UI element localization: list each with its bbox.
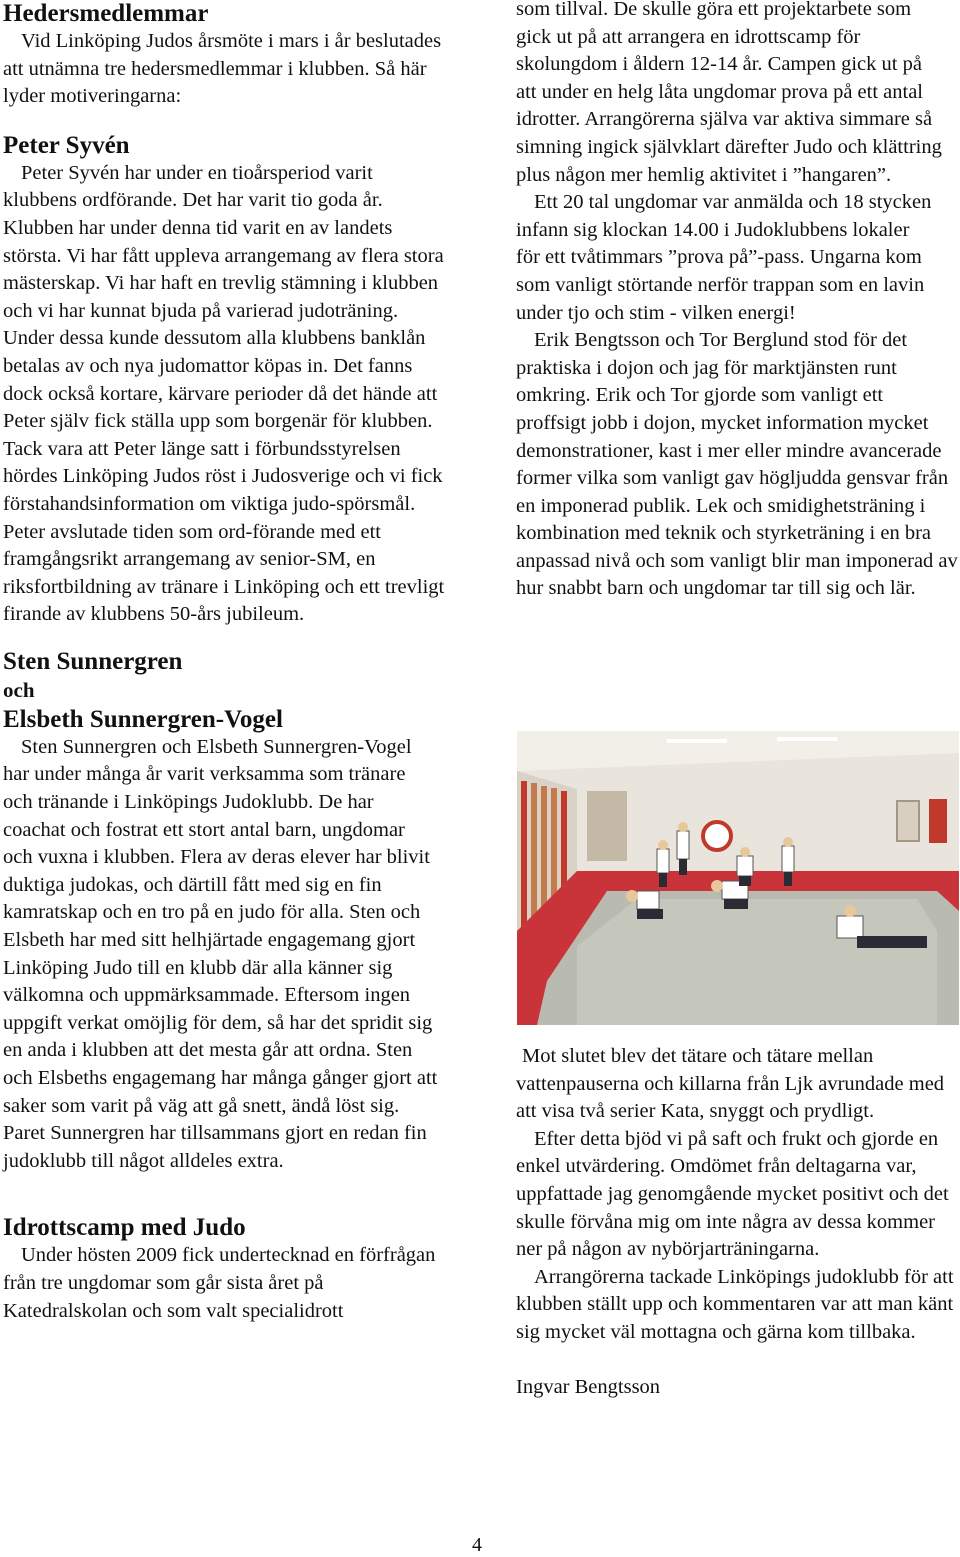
heading-hedersmedlemmar: Hedersmedlemmar	[3, 0, 209, 27]
heading-idrottscamp: Idrottscamp med Judo	[3, 1214, 246, 1242]
right-column-lower	[516, 1043, 958, 1401]
heading-sten-sunnergren: Sten Sunnergren	[3, 647, 183, 675]
dojo-photo	[517, 731, 959, 1025]
camp-paragraph-6: Arrangörerna tackade Linköpings judoklubb för att klubben ställt upp och kommentaren var att man känt sig mycket väl mottagna och gärna kom tillbaka.	[516, 1265, 954, 1343]
page-number: 4	[472, 1534, 482, 1556]
heading-och: och	[3, 677, 35, 702]
idrottscamp-paragraph: Under hösten 2009 fick undertecknad en förfrågan från tre ungdomar som går sista året på Katedralskolan och som valt specialidrott	[3, 1244, 436, 1322]
heading-elsbeth-sunnergren-vogel: Elsbeth Sunnergren-Vogel	[3, 705, 283, 733]
left-column	[3, 0, 459, 1325]
sunnergren-paragraph: Sten Sunnergren och Elsbeth Sunnergren-Vogel har under många år varit verksamma som tränare och tränande i Linköpings Judoklubb. De har coachat och fostrat ett stort antal barn, ungdomar och vuxna i klubben. Flera av deras elever har blivit duktiga judokas, och därtill fått med sig en fin kamratskap och en tro på en judo för alla. Sten och Elsbeth har med sitt helhjärtade engagemang gjort Linköping Judo till en klubb där alla känner sig välkomna och uppmärksammade. Eftersom ingen uppgift verkat omöjlig för dem, så har det spridit sig en anda i klubben att det mesta går att ordna. Sten och Elsbeths engagemang har många gånger gjort att saker som varit på väg att gå snett, ändå löst sig. Paret Sunnergren har tillsammans gjort en redan fin judoklubb till något alldeles extra.	[3, 735, 438, 1172]
signature: Ingvar Bengtsson	[516, 1375, 661, 1398]
camp-paragraph-2: Ett 20 tal ungdomar var anmälda och 18 stycken infann sig klockan 14.00 i Judoklubbens lokaler för ett tvåtimmars ”prova på”-pass. Ungarna kom som vanligt störtande nerför trappan som en lavin under tjo och stim - vilken energi!	[516, 191, 932, 324]
heading-peter-syven: Peter Syvén	[3, 131, 130, 159]
camp-paragraph-5: Efter detta bjöd vi på saft och frukt och gjorde en enkel utvärdering. Omdömet från deltagarna var, uppfattade jag genomgående mycket positivt och det skulle förvåna mig om inte några av dessa kommer ner på någon av nybörjarträningarna.	[516, 1127, 949, 1261]
intro-paragraph: Vid Linköping Judos årsmöte i mars i år beslutades att utnämna tre hedersmedlemmar i klubben. Så här lyder motiveringarna:	[3, 30, 442, 108]
peter-syven-paragraph: Peter Syvén har under en tioårsperiod varit klubbens ordförande. Det har varit tio goda år. Klubben har under denna tid varit en av landets största. Vi har fått uppleva arrangemang av flera stora mästerskap. Vi har haft en trevlig stämning i klubben och vi har kunnat bjuda på varierad judoträning. Under dessa kunde dessutom alla klubbens banklån betalas av och nya judomattor köpas in. Det fanns dock också kortare, kärvare perioder då det hände att Peter själv fick ställa upp som borgenär för klubben. Tack vara att Peter länge satt i förbundsstyrelsen hördes Linköping Judos röst i Judosverige och vi fick förstahandsinformation om viktiga judo-spörsmål. Peter avslutade tiden som ord-förande med ett framgångsrikt arrangemang av senior-SM, en riksfortbildning av tränare i Linköping och ett trevligt firande av klubbens 50-års jubileum.	[3, 161, 445, 626]
camp-paragraph-4: Mot slutet blev det tätare och tätare mellan vattenpauserna och killarna från Ljk avrundade med att visa två serier Kata, snyggt och prydligt.	[516, 1045, 945, 1123]
right-column	[516, 0, 958, 603]
camp-paragraph-1: som tillval. De skulle göra ett projektarbete som gick ut på att arrangera en idrottscamp för skolungdom i åldern 12-14 år. Campen gick ut på att under en helg låta ungdomar prova på ett antal idrotter. Arrangörerna själva var aktiva simmare så simning ingick självklart därefter Judo och klättring plus någon mer hemlig aktivitet i ”hangaren”.	[516, 0, 942, 186]
camp-paragraph-3: Erik Bengtsson och Tor Berglund stod för det praktiska i dojon och jag för marktjänsten runt omkring. Erik och Tor gjorde som vanligt ett proffsigt jobb i dojon, mycket information mycket demonstrationer, kast i mer eller mindre avancerade former vilka som vanligt gav högljudda gensvar från en imponerad publik. Lek och smidighetsträning i kombination med teknik och styrketräning i en bra anpassad nivå och som vanligt blir man imponerad av hur snabbt barn och ungdomar tar till sig och lär.	[516, 329, 958, 600]
